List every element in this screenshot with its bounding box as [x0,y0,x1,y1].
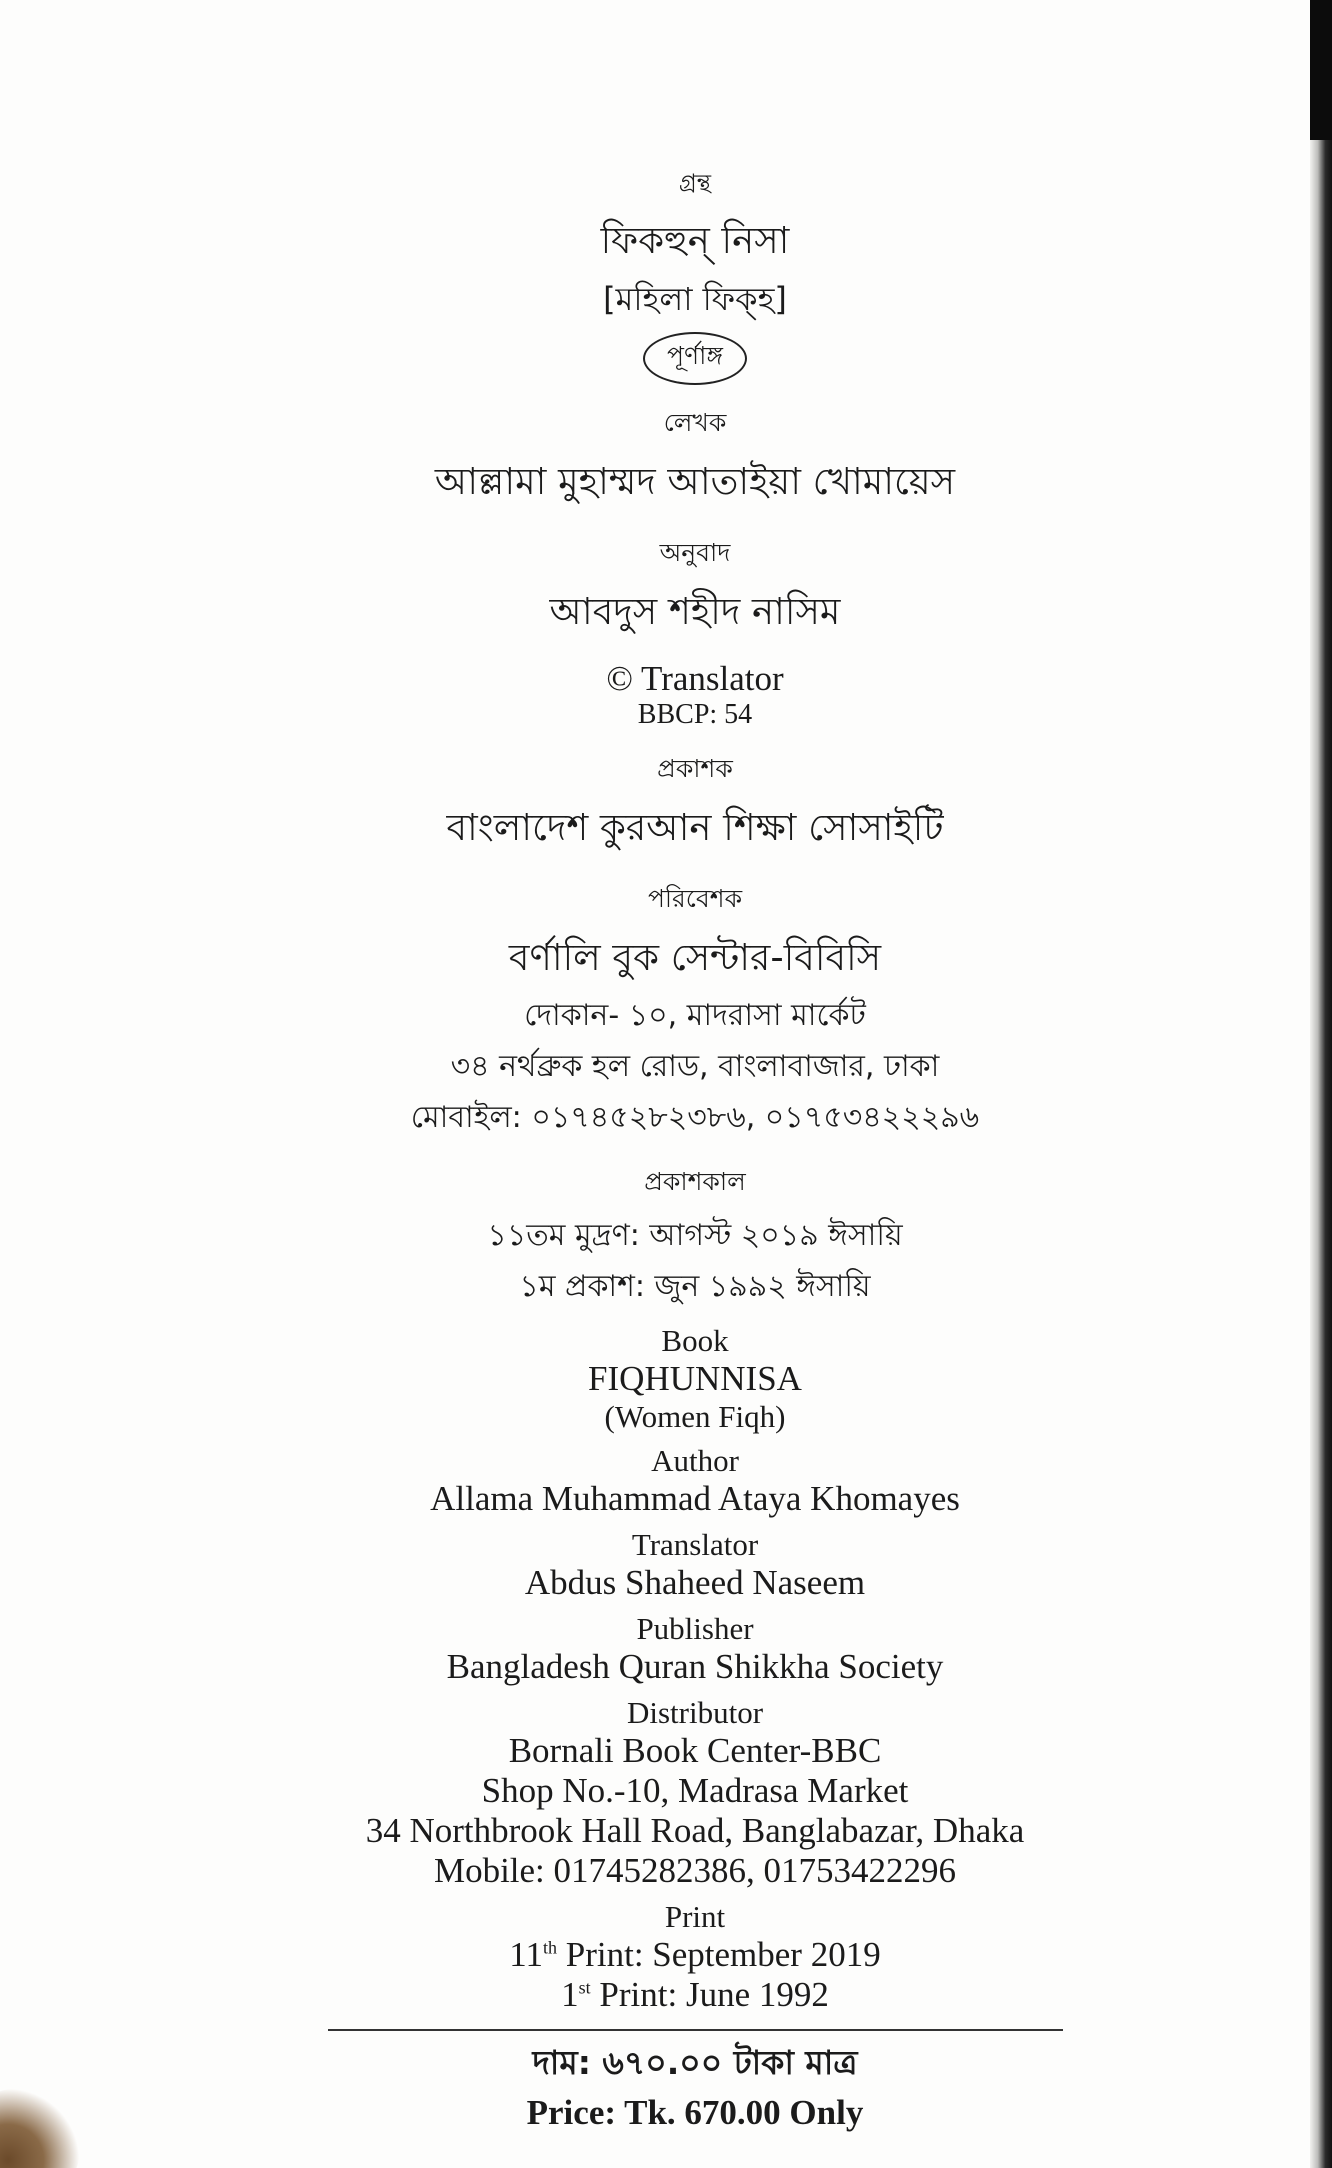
edition-badge-wrap [0,332,1332,385]
en-publisher-label: Publisher [636,1611,754,1646]
en-address: 34 Northbrook Hall Road, Banglabazar, Dhaka [365,1811,1025,1850]
en-print-1 [0,1975,1332,2015]
edition-badge: পূর্ণাঙ্গ [643,332,747,385]
en-publisher-name: Bangladesh Quran Shikkha Society [446,1647,944,1686]
en-print-11 [0,1935,1332,1975]
copyright-line: © Translator [606,659,784,698]
bn-mobile: মোবাইল: ০১৭৪৫২৮২৩৮৬, ০১৭৫৩৪২২২৯৬ [410,1100,980,1135]
en-distributor-label: Distributor [626,1695,764,1730]
en-translator-label: Translator [631,1527,759,1562]
price-divider [328,2029,1063,2031]
bn-translator-label: অনুবাদ [659,538,731,567]
bn-translator-name: আবদুস শহীদ নাসিম [549,590,841,633]
bn-shop: দোকান- ১০, মাদরাসা মার্কেট [524,998,866,1033]
bbcp-code: BBCP: 54 [637,699,753,730]
bn-publisher-label: প্রকাশক [657,754,733,783]
en-book-title: FIQHUNNISA [588,1359,802,1398]
page-edge-dark [1310,0,1332,140]
bn-print-1: ১ম প্রকাশ: জুন ১৯৯২ ঈসায়ি [519,1269,871,1304]
en-author-name: Allama Muhammad Ataya Khomayes [430,1479,960,1518]
en-print-1-text: Print: June 1992 [590,1975,829,2014]
bn-print-label: প্রকাশকাল [644,1167,746,1196]
en-print-11-sup: th [542,1937,557,1958]
bn-book-subtitle: [মহিলা ফিক্হ] [603,280,787,318]
bn-distributor-name: বর্ণালি বুক সেন্টার-বিবিসি [508,936,882,979]
en-print-1-num: 1 [561,1975,579,2014]
en-print-1-sup: st [578,1977,591,1998]
imprint-content [0,165,1332,2133]
bn-distributor-label: পরিবেশক [647,884,743,913]
bn-address: ৩৪ নর্থব্রুক হল রোড, বাংলাবাজার, ঢাকা [450,1049,940,1084]
en-book-subtitle: (Women Fiqh) [604,1399,786,1434]
bn-author-name: আল্লামা মুহাম্মদ আতাইয়া খোমায়েস [434,460,956,503]
en-print-label: Print [664,1899,726,1934]
bn-price: দাম: ৬৭০.০০ টাকা মাত্র [532,2043,858,2082]
bn-book-title: ফিকহুন্ নিসা [600,219,790,262]
bn-print-11: ১১তম মুদ্রণ: আগস্ট ২০১৯ ঈসায়ি [487,1218,903,1253]
en-book-label: Book [661,1323,729,1358]
en-distributor-name: Bornali Book Center-BBC [508,1731,882,1770]
en-shop: Shop No.-10, Madrasa Market [481,1771,909,1810]
en-price: Price: Tk. 670.00 Only [526,2093,864,2132]
en-author-label: Author [651,1443,739,1478]
bn-book-label: গ্রন্থ [678,169,712,197]
en-translator-name: Abdus Shaheed Naseem [524,1563,866,1602]
en-mobile: Mobile: 01745282386, 01753422296 [433,1851,957,1890]
bn-author-label: লেখক [663,408,727,437]
bn-publisher-name: বাংলাদেশ কুরআন শিক্ষা সোসাইটি [446,806,944,849]
en-print-11-text: Print: September 2019 [557,1935,881,1974]
en-print-11-num: 11 [509,1935,543,1974]
